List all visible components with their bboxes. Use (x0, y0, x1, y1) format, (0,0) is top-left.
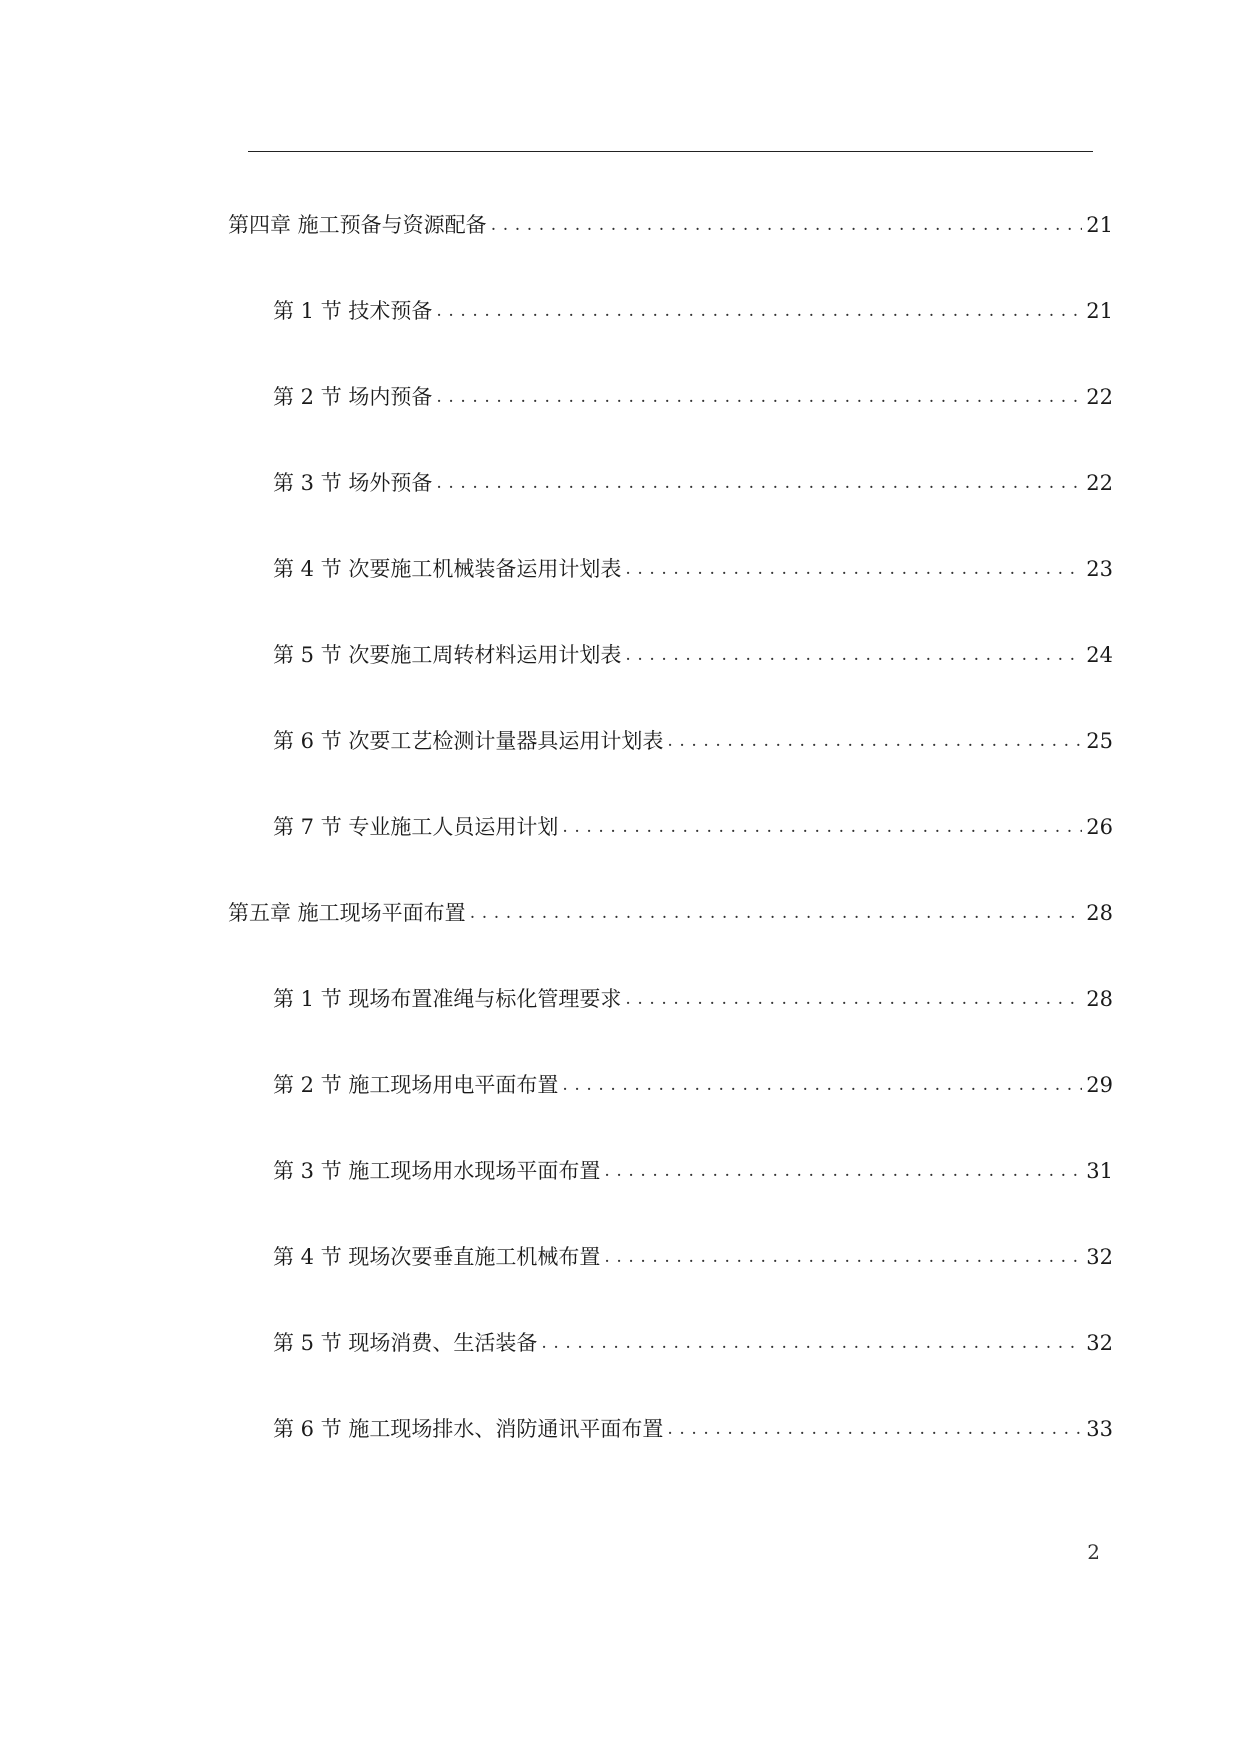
toc-entry-page: 31 (1086, 1159, 1113, 1183)
toc-section-5-2[interactable] (273, 1065, 1113, 1105)
toc-entry-label: 第 6 节 次要工艺检测计量器具运用计划表 (273, 729, 664, 753)
dot-leader (625, 979, 1082, 1019)
toc-chapter-4[interactable] (228, 205, 1113, 245)
toc-section-5-1[interactable] (273, 979, 1113, 1019)
toc-section-4-5[interactable] (273, 635, 1113, 675)
toc-entry-label: 第 4 节 次要施工机械装备运用计划表 (273, 557, 622, 581)
toc-entry-label: 第 6 节 施工现场排水、消防通讯平面布置 (273, 1417, 664, 1441)
toc-entry-page: 25 (1086, 729, 1113, 753)
toc-entry-page: 32 (1086, 1331, 1113, 1355)
toc-entry-label: 第四章 施工预备与资源配备 (228, 213, 487, 237)
toc-entry-page: 33 (1086, 1417, 1113, 1441)
toc-entry-page: 21 (1086, 213, 1113, 237)
toc-entry-label: 第 3 节 场外预备 (273, 471, 433, 495)
toc-entry-page: 22 (1086, 385, 1113, 409)
toc-entry-page: 21 (1086, 299, 1113, 323)
toc-entry-label: 第 1 节 现场布置准绳与标化管理要求 (273, 987, 622, 1011)
toc-entry-label: 第 5 节 现场消费、生活装备 (273, 1331, 538, 1355)
toc-entry-label: 第 2 节 施工现场用电平面布置 (273, 1073, 559, 1097)
toc-entry-label: 第五章 施工现场平面布置 (228, 901, 466, 925)
dot-leader (562, 1065, 1082, 1105)
toc-entry-label: 第 4 节 现场次要垂直施工机械布置 (273, 1245, 601, 1269)
dot-leader (436, 377, 1082, 417)
dot-leader (436, 291, 1082, 331)
toc-entry-label: 第 5 节 次要施工周转材料运用计划表 (273, 643, 622, 667)
header-rule (248, 151, 1093, 152)
toc-section-5-5[interactable] (273, 1323, 1113, 1363)
toc-entry-page: 24 (1086, 643, 1113, 667)
dot-leader (436, 463, 1082, 503)
toc-section-4-3[interactable] (273, 463, 1113, 503)
toc-entry-page: 29 (1086, 1073, 1113, 1097)
page-number: 2 (1087, 1540, 1100, 1564)
dot-leader (604, 1237, 1082, 1277)
toc-entry-label: 第 1 节 技术预备 (273, 299, 433, 323)
toc-section-5-4[interactable] (273, 1237, 1113, 1277)
toc-section-4-6[interactable] (273, 721, 1113, 761)
toc-section-4-7[interactable] (273, 807, 1113, 847)
toc-entry-page: 23 (1086, 557, 1113, 581)
toc-chapter-5[interactable] (228, 893, 1113, 933)
toc-section-4-1[interactable] (273, 291, 1113, 331)
toc-entry-label: 第 3 节 施工现场用水现场平面布置 (273, 1159, 601, 1183)
dot-leader (667, 1409, 1082, 1449)
toc-section-4-2[interactable] (273, 377, 1113, 417)
dot-leader (625, 635, 1082, 675)
toc-entry-label: 第 7 节 专业施工人员运用计划 (273, 815, 559, 839)
toc-section-4-4[interactable] (273, 549, 1113, 589)
dot-leader (625, 549, 1082, 589)
toc-entry-page: 26 (1086, 815, 1113, 839)
dot-leader (562, 807, 1082, 847)
dot-leader (541, 1323, 1082, 1363)
dot-leader (604, 1151, 1082, 1191)
dot-leader (667, 721, 1082, 761)
toc-section-5-6[interactable] (273, 1409, 1113, 1449)
toc-entry-label: 第 2 节 场内预备 (273, 385, 433, 409)
dot-leader (470, 893, 1083, 933)
dot-leader (491, 205, 1083, 245)
toc-section-5-3[interactable] (273, 1151, 1113, 1191)
toc-entry-page: 32 (1086, 1245, 1113, 1269)
toc-entry-page: 28 (1086, 987, 1113, 1011)
toc-entry-page: 28 (1086, 901, 1113, 925)
toc-entry-page: 22 (1086, 471, 1113, 495)
